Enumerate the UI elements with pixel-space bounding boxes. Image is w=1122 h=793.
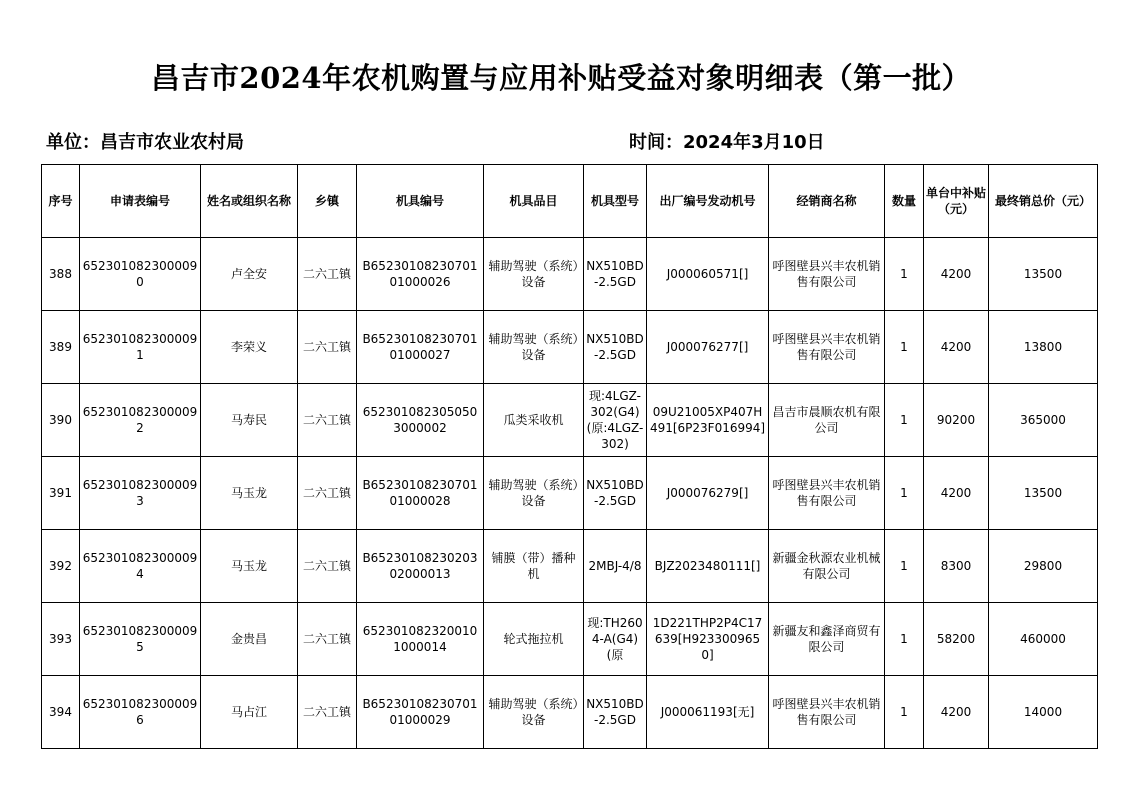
- cell-qty: 1: [885, 530, 924, 603]
- header-item: 机具品目: [484, 165, 584, 238]
- cell-item: 辅助驾驶（系统）设备: [484, 676, 584, 749]
- cell-item: 辅助驾驶（系统）设备: [484, 311, 584, 384]
- table-row: [42, 603, 1098, 676]
- cell-dealer: 新疆金秋源农业机械有限公司: [769, 530, 885, 603]
- cell-serial: 09U21005XP407H491[6P23F016994]: [647, 384, 769, 457]
- cell-subsidy: 4200: [924, 457, 989, 530]
- beneficiary-table: [41, 164, 1098, 749]
- cell-subsidy: 8300: [924, 530, 989, 603]
- header-model: 机具型号: [584, 165, 647, 238]
- header-app-no: 申请表编号: [80, 165, 201, 238]
- cell-app-no: 6523010823000091: [80, 311, 201, 384]
- cell-subsidy: 4200: [924, 238, 989, 311]
- cell-seq: 388: [42, 238, 80, 311]
- cell-price: 13500: [989, 457, 1098, 530]
- cell-qty: 1: [885, 603, 924, 676]
- cell-app-no: 6523010823000094: [80, 530, 201, 603]
- cell-serial: J000060571[]: [647, 238, 769, 311]
- header-subsidy: 单台中补贴（元）: [924, 165, 989, 238]
- header-dealer: 经销商名称: [769, 165, 885, 238]
- cell-machine-no: 6523010823050503000002: [357, 384, 484, 457]
- table-row: [42, 530, 1098, 603]
- cell-qty: 1: [885, 384, 924, 457]
- cell-price: 365000: [989, 384, 1098, 457]
- cell-name: 马玉龙: [201, 530, 298, 603]
- header-price: 最终销总价（元）: [989, 165, 1098, 238]
- cell-name: 马占江: [201, 676, 298, 749]
- cell-name: 李荣义: [201, 311, 298, 384]
- cell-dealer: 昌吉市晨顺农机有限公司: [769, 384, 885, 457]
- cell-name: 马寿民: [201, 384, 298, 457]
- table-row: [42, 457, 1098, 530]
- cell-app-no: 6523010823000093: [80, 457, 201, 530]
- cell-dealer: 呼图壁县兴丰农机销售有限公司: [769, 457, 885, 530]
- cell-qty: 1: [885, 238, 924, 311]
- cell-subsidy: 58200: [924, 603, 989, 676]
- cell-model: NX510BD-2.5GD: [584, 311, 647, 384]
- cell-price: 29800: [989, 530, 1098, 603]
- cell-seq: 389: [42, 311, 80, 384]
- cell-item: 轮式拖拉机: [484, 603, 584, 676]
- cell-name: 金贵昌: [201, 603, 298, 676]
- header-name: 姓名或组织名称: [201, 165, 298, 238]
- cell-item: 瓜类采收机: [484, 384, 584, 457]
- cell-town: 二六工镇: [298, 676, 357, 749]
- cell-machine-no: B6523010823070101000026: [357, 238, 484, 311]
- cell-qty: 1: [885, 311, 924, 384]
- date-label: 时间：2024年3月10日: [629, 132, 825, 153]
- cell-seq: 394: [42, 676, 80, 749]
- cell-app-no: 6523010823000095: [80, 603, 201, 676]
- cell-model: 2MBJ-4/8: [584, 530, 647, 603]
- cell-subsidy: 90200: [924, 384, 989, 457]
- cell-qty: 1: [885, 676, 924, 749]
- cell-model-text: 现:TH2604-A(G4)(原: [587, 616, 643, 662]
- cell-price: 460000: [989, 603, 1098, 676]
- cell-town: 二六工镇: [298, 530, 357, 603]
- table-row: [42, 676, 1098, 749]
- cell-item: 铺膜（带）播种机: [484, 530, 584, 603]
- cell-subsidy: 4200: [924, 676, 989, 749]
- table-row: [42, 384, 1098, 457]
- cell-model: NX510BD-2.5GD: [584, 676, 647, 749]
- cell-price: 14000: [989, 676, 1098, 749]
- cell-name: 马玉龙: [201, 457, 298, 530]
- cell-app-no: 6523010823000092: [80, 384, 201, 457]
- cell-model-text: 现:4LGZ-302(G4)(原:4LGZ-302): [586, 389, 644, 451]
- cell-serial: J000061193[无]: [647, 676, 769, 749]
- document-title: 昌吉市2024年农机购置与应用补贴受益对象明细表（第一批）: [150, 61, 972, 95]
- cell-machine-no: B6523010823070101000029: [357, 676, 484, 749]
- cell-serial: J000076279[]: [647, 457, 769, 530]
- table-header-row: [42, 165, 1098, 238]
- cell-seq: 393: [42, 603, 80, 676]
- cell-seq: 391: [42, 457, 80, 530]
- cell-price: 13800: [989, 311, 1098, 384]
- cell-serial: BJZ2023480111[]: [647, 530, 769, 603]
- cell-serial: J000076277[]: [647, 311, 769, 384]
- cell-town: 二六工镇: [298, 384, 357, 457]
- table-row: [42, 238, 1098, 311]
- cell-serial: 1D221THP2P4C17639[H9233009650]: [647, 603, 769, 676]
- cell-model: [584, 603, 647, 676]
- unit-label: 单位：昌吉市农业农村局: [46, 132, 244, 153]
- cell-dealer: 新疆友和鑫泽商贸有限公司: [769, 603, 885, 676]
- cell-qty: 1: [885, 457, 924, 530]
- cell-town: 二六工镇: [298, 238, 357, 311]
- header-qty: 数量: [885, 165, 924, 238]
- cell-price: 13500: [989, 238, 1098, 311]
- cell-model: [584, 384, 647, 457]
- cell-name: 卢全安: [201, 238, 298, 311]
- cell-seq: 392: [42, 530, 80, 603]
- cell-item: 辅助驾驶（系统）设备: [484, 457, 584, 530]
- cell-seq: 390: [42, 384, 80, 457]
- cell-dealer: 呼图壁县兴丰农机销售有限公司: [769, 238, 885, 311]
- cell-dealer: 呼图壁县兴丰农机销售有限公司: [769, 311, 885, 384]
- cell-town: 二六工镇: [298, 457, 357, 530]
- cell-dealer: 呼图壁县兴丰农机销售有限公司: [769, 676, 885, 749]
- header-serial: 出厂编号发动机号: [647, 165, 769, 238]
- cell-machine-no: B6523010823070101000027: [357, 311, 484, 384]
- cell-model: NX510BD-2.5GD: [584, 238, 647, 311]
- cell-app-no: 6523010823000090: [80, 238, 201, 311]
- cell-town: 二六工镇: [298, 603, 357, 676]
- cell-town: 二六工镇: [298, 311, 357, 384]
- cell-app-no: 6523010823000096: [80, 676, 201, 749]
- cell-machine-no: B6523010823020302000013: [357, 530, 484, 603]
- cell-subsidy: 4200: [924, 311, 989, 384]
- header-seq: 序号: [42, 165, 80, 238]
- cell-machine-no: B6523010823070101000028: [357, 457, 484, 530]
- cell-item: 辅助驾驶（系统）设备: [484, 238, 584, 311]
- cell-machine-no: 6523010823200101000014: [357, 603, 484, 676]
- table-row: [42, 311, 1098, 384]
- header-town: 乡镇: [298, 165, 357, 238]
- header-machine-no: 机具编号: [357, 165, 484, 238]
- cell-model: NX510BD-2.5GD: [584, 457, 647, 530]
